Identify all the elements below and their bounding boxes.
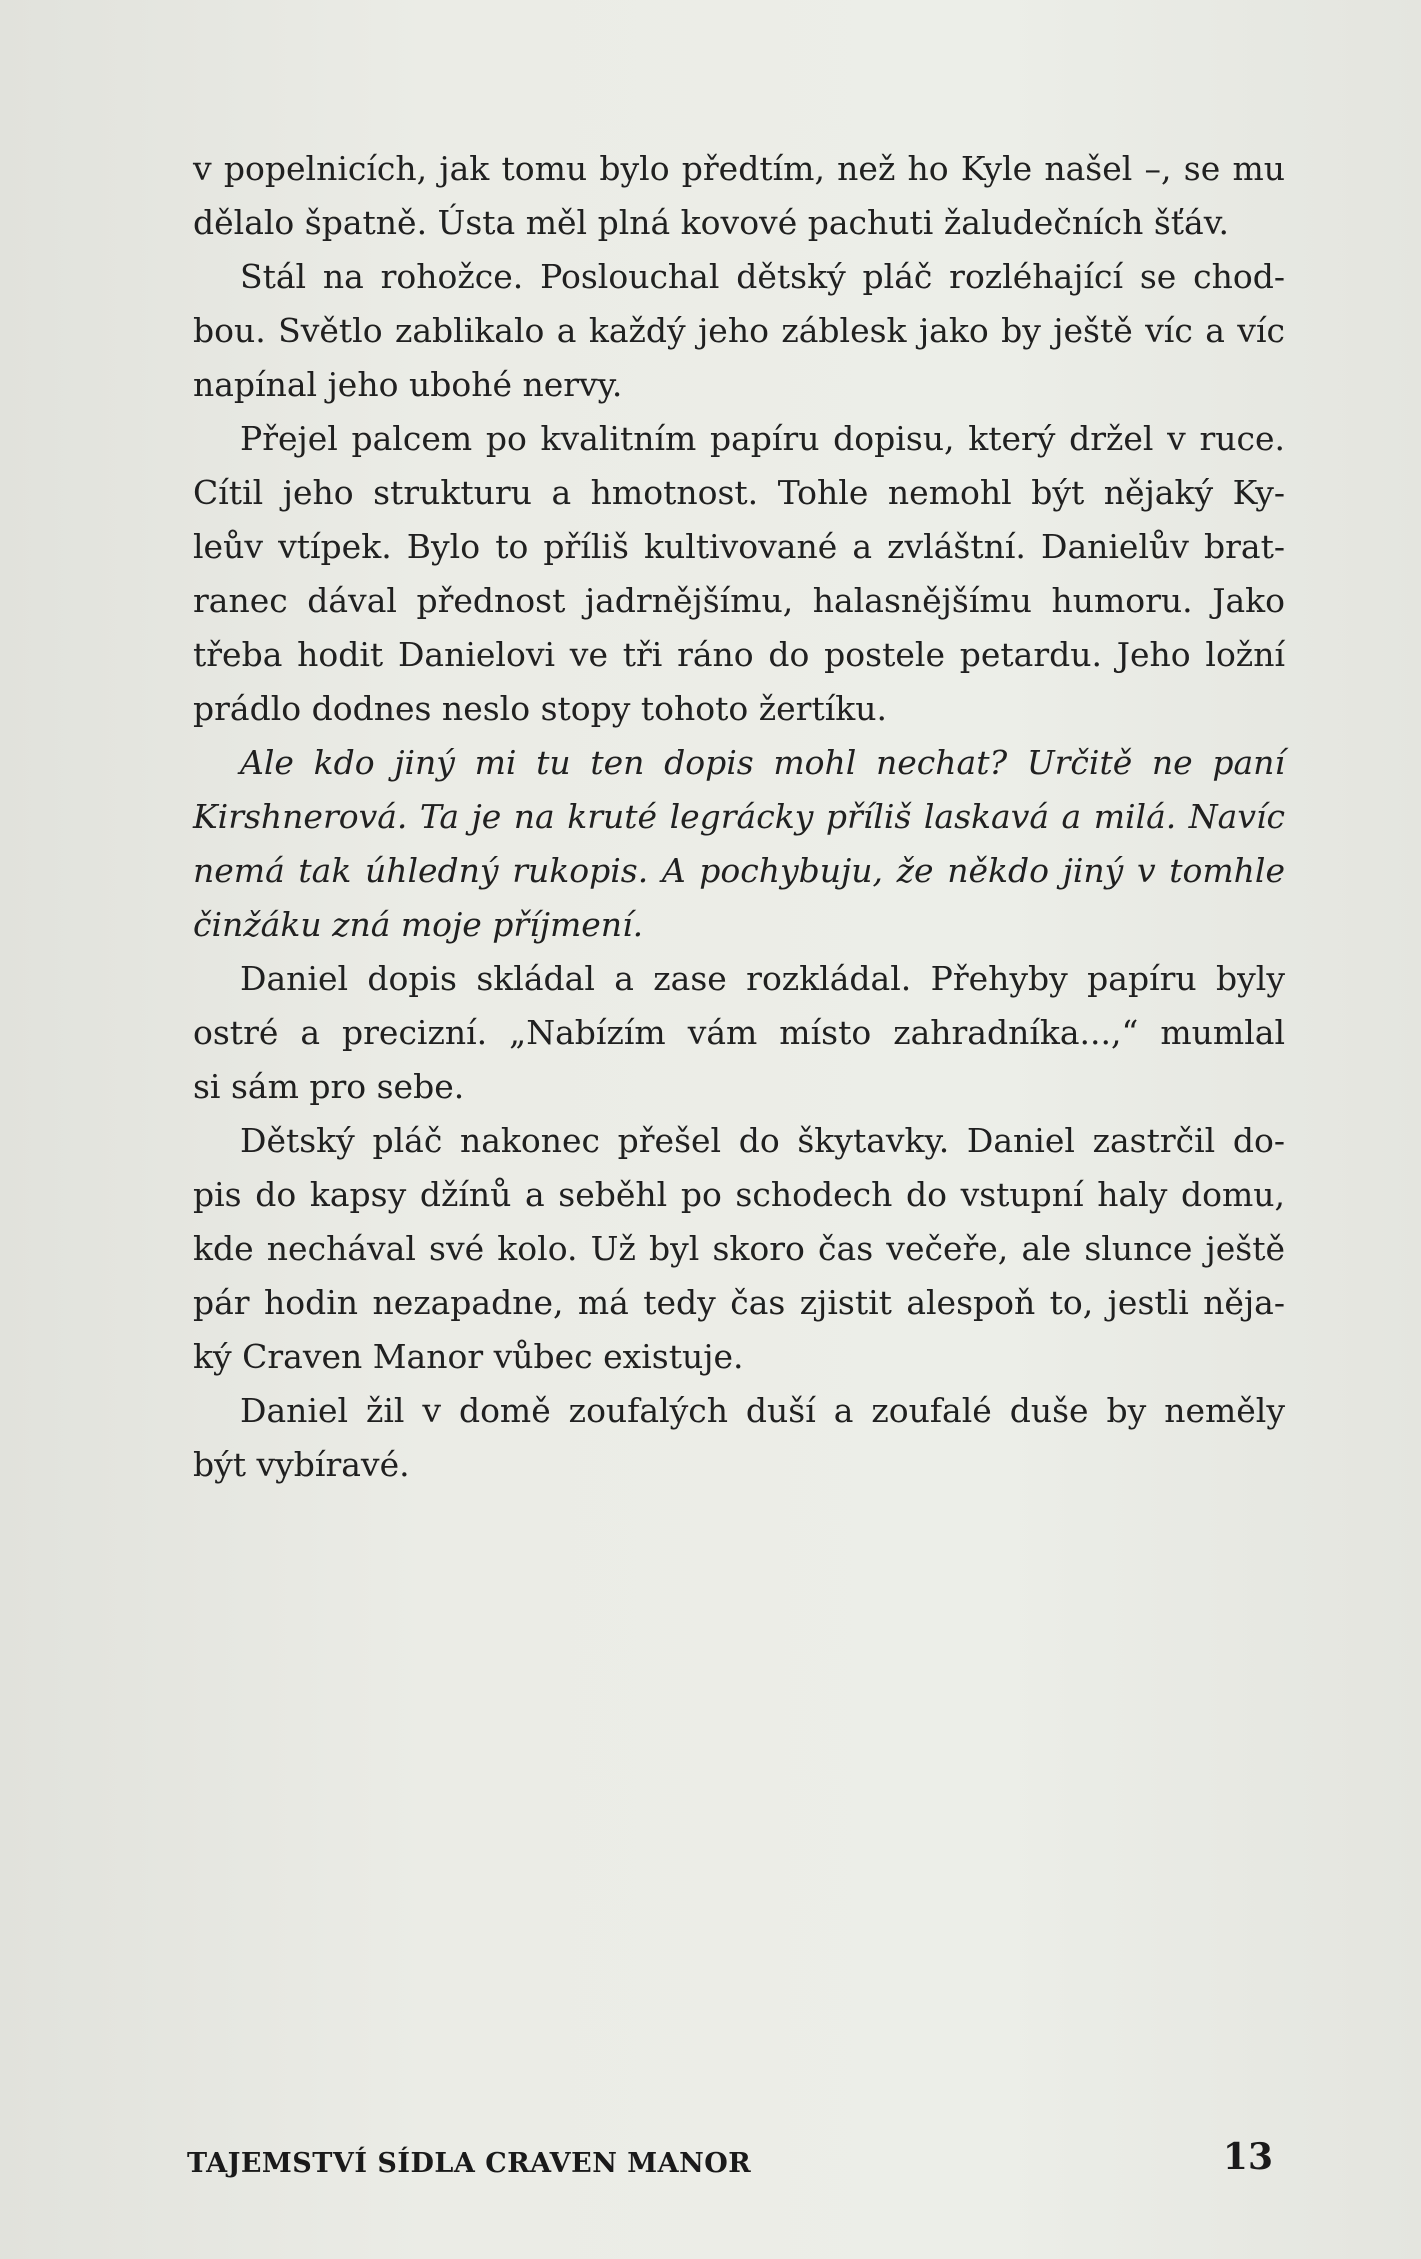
text-line: Kirshnerová. Ta je na kruté legrácky příliš laskavá a milá. Navíc (193, 797, 1285, 836)
paragraph (193, 1114, 1285, 1384)
text-line: bou. Světlo zablikalo a každý jeho záblesk jako by ještě víc a víc (193, 311, 1285, 350)
text-line: leův vtípek. Bylo to příliš kultivované a zvláštní. Danielův brat- (193, 527, 1285, 566)
text-line: v popelnicích, jak tomu bylo předtím, než ho Kyle našel –, se mu (193, 149, 1285, 188)
text-line: Ale kdo jiný mi tu ten dopis mohl nechat? Určitě ne paní (240, 743, 1285, 782)
text-line: nemá tak úhledný rukopis. A pochybuju, že někdo jiný v tomhle (193, 851, 1285, 890)
text-line: si sám pro sebe. (193, 1067, 465, 1106)
paragraph (193, 142, 1285, 250)
text-line: Daniel žil v domě zoufalých duší a zoufalé duše by neměly (240, 1391, 1285, 1430)
running-footer-title: TAJEMSTVÍ SÍDLA CRAVEN MANOR (187, 2148, 752, 2179)
text-line: ranec dával přednost jadrnějšímu, halasnějšímu humoru. Jako (193, 581, 1285, 620)
text-line: třeba hodit Danielovi ve tři ráno do postele petardu. Jeho ložní (193, 635, 1285, 674)
paragraph (193, 952, 1285, 1114)
text-line: kde nechával své kolo. Už byl skoro čas večeře, ale slunce ještě (193, 1229, 1285, 1268)
text-line: být vybíravé. (193, 1445, 410, 1484)
text-line: ostré a precizní. „Nabízím vám místo zahradníka...,“ mumlal (193, 1013, 1285, 1052)
body-text (193, 142, 1285, 1492)
paragraph (193, 1384, 1285, 1492)
italic-paragraph (193, 736, 1285, 952)
text-line: Přejel palcem po kvalitním papíru dopisu, který držel v ruce. (240, 419, 1285, 458)
text-line: Daniel dopis skládal a zase rozkládal. Přehyby papíru byly (240, 959, 1285, 998)
text-line: Cítil jeho strukturu a hmotnost. Tohle nemohl být nějaký Ky- (193, 473, 1285, 512)
text-line: prádlo dodnes neslo stopy tohoto žertíku. (193, 689, 887, 728)
text-line: dělalo špatně. Ústa měl plná kovové pachuti žaludečních šťáv. (193, 203, 1229, 242)
text-line: pár hodin nezapadne, má tedy čas zjistit alespoň to, jestli něja- (193, 1283, 1285, 1322)
text-line: Dětský pláč nakonec přešel do škytavky. Daniel zastrčil do- (240, 1121, 1285, 1160)
text-line: Stál na rohožce. Poslouchal dětský pláč rozléhající se chod- (240, 257, 1285, 296)
page-number: 13 (1222, 2136, 1273, 2178)
text-line: napínal jeho ubohé nervy. (193, 365, 623, 404)
paragraph (193, 250, 1285, 412)
paragraph (193, 412, 1285, 736)
text-line: pis do kapsy džínů a seběhl po schodech do vstupní haly domu, (193, 1175, 1285, 1214)
text-line: činžáku zná moje příjmení. (193, 905, 644, 944)
text-line: ký Craven Manor vůbec existuje. (193, 1337, 744, 1376)
